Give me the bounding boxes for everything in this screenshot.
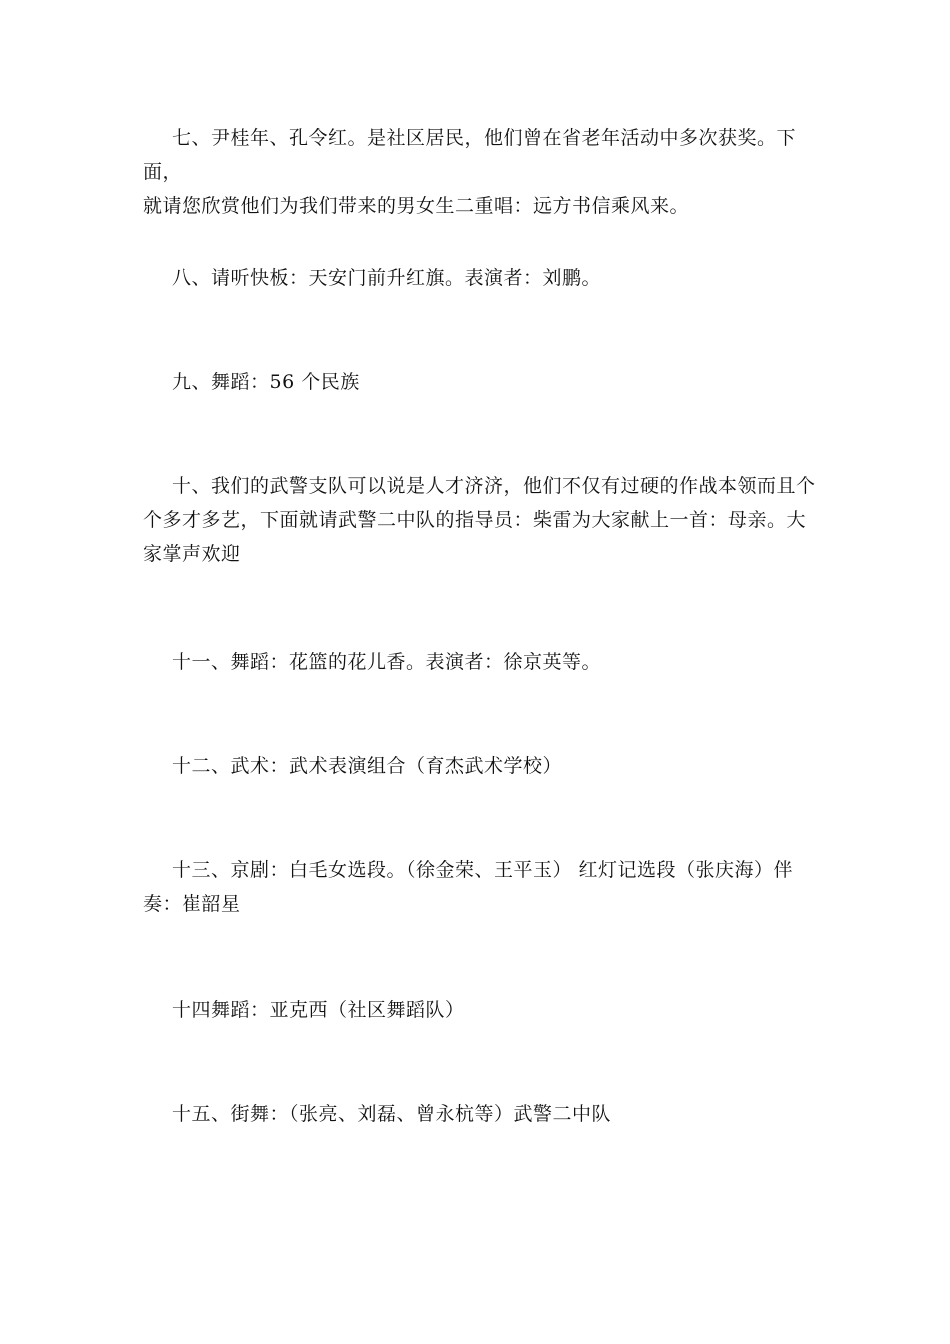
paragraph-11 <box>143 645 823 679</box>
paragraph-line: 个多才多艺，下面就请武警二中队的指导员：柴雷为大家献上一首：母亲。大 <box>143 509 807 531</box>
paragraph-12 <box>143 749 823 783</box>
paragraph-line: 十二、武术：武术表演组合（育杰武术学校） <box>172 755 563 777</box>
paragraph-10 <box>143 469 823 571</box>
paragraph-8 <box>143 261 823 295</box>
paragraph-line: 奏：崔韶星 <box>143 893 241 915</box>
paragraph-line: 七、尹桂年、孔令红。是社区居民，他们曾在省老年活动中多次获奖。下面， <box>143 127 797 183</box>
paragraph-line: 家掌声欢迎 <box>143 543 241 565</box>
paragraph-line: 八、请听快板：天安门前升红旗。表演者：刘鹏。 <box>172 267 602 289</box>
paragraph-line: 十、我们的武警支队可以说是人才济济，他们不仅有过硬的作战本领而且个 <box>172 475 816 497</box>
paragraph-line: 九、舞蹈：56 个民族 <box>172 371 360 393</box>
paragraph-line: 就请您欣赏他们为我们带来的男女生二重唱：远方书信乘风来。 <box>143 195 690 217</box>
paragraph-14 <box>143 993 823 1027</box>
paragraph-7 <box>143 121 823 223</box>
paragraph-13 <box>143 853 823 921</box>
paragraph-line: 十四舞蹈：亚克西（社区舞蹈队） <box>172 999 465 1021</box>
paragraph-15 <box>143 1097 823 1131</box>
paragraph-9 <box>143 365 823 399</box>
paragraph-line: 十三、京剧：白毛女选段。（徐金荣、王平玉） 红灯记选段（张庆海）伴 <box>172 859 794 881</box>
paragraph-line: 十一、舞蹈：花篮的花儿香。表演者：徐京英等。 <box>172 651 602 673</box>
paragraph-line: 十五、街舞：（张亮、刘磊、曾永杭等）武警二中队 <box>172 1103 612 1125</box>
